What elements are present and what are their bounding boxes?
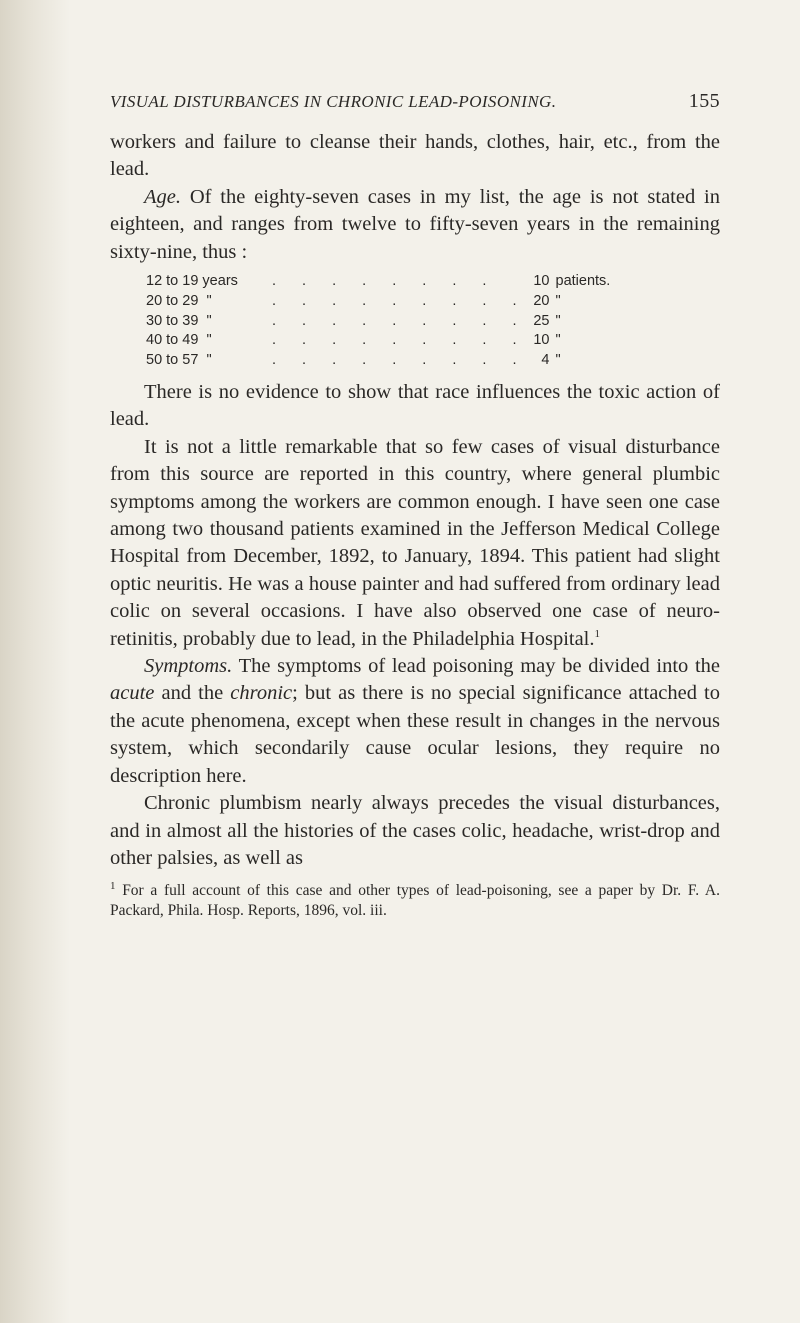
patient-count: 4 bbox=[541, 352, 550, 369]
paragraph-text: workers and failure to cleanse their hands, clothes, hair, etc., from the lead. bbox=[110, 131, 720, 181]
leader-dots: . . . . . . . . . bbox=[272, 352, 528, 369]
section-label-symptoms: Symptoms. bbox=[144, 655, 233, 678]
footnote-text: For a full account of this case and other types of lead-poisoning, see a paper by Dr. F. A. Packard, Phila. Hosp. Reports, 1896, vol. iii. bbox=[110, 882, 720, 920]
table-row bbox=[146, 331, 610, 351]
paragraph-continuation bbox=[110, 129, 720, 184]
section-label-age: Age. bbox=[144, 185, 181, 208]
paragraph-text: Of the eighty-seven cases in my list, the age is not stated in eighteen, and ranges from twelve to fifty-seven years in the remaining sixty-nine, thus : bbox=[110, 185, 720, 263]
running-head-title: VISUAL DISTURBANCES IN CHRONIC LEAD-POISONING. bbox=[110, 92, 557, 111]
patient-count: 20 bbox=[533, 292, 550, 309]
page-number: 155 bbox=[688, 90, 720, 112]
footnote bbox=[110, 881, 720, 921]
patient-count: 25 bbox=[533, 312, 550, 329]
paragraph-text: The symptoms of lead poisoning may be divided into the bbox=[232, 655, 720, 678]
leader-dots: . . . . . . . . bbox=[272, 273, 498, 290]
age-range: 50 to 57 " bbox=[146, 352, 212, 369]
paragraph-chronic-plumbism bbox=[110, 790, 720, 872]
footnote-mark: 1 bbox=[110, 880, 116, 893]
count-unit: patients. bbox=[555, 273, 611, 290]
paragraph-symptoms bbox=[110, 653, 720, 790]
page-gutter-shadow bbox=[0, 0, 70, 1323]
table-row bbox=[146, 351, 610, 371]
paragraph-age bbox=[110, 184, 720, 266]
count-unit: " bbox=[555, 312, 561, 329]
leader-dots: . . . . . . . . . bbox=[272, 312, 528, 329]
count-unit: " bbox=[555, 332, 561, 349]
term-chronic: chronic bbox=[230, 682, 293, 705]
age-range: 20 to 29 " bbox=[146, 292, 212, 309]
age-range: 30 to 39 " bbox=[146, 312, 212, 329]
table-row bbox=[146, 312, 610, 332]
paragraph-cases bbox=[110, 434, 720, 653]
patient-count: 10 bbox=[533, 273, 550, 290]
paragraph-text: and the bbox=[154, 682, 231, 705]
age-table-body bbox=[146, 272, 610, 371]
paragraph-text: There is no evidence to show that race influences the toxic action of lead. bbox=[110, 381, 720, 431]
paragraph-text: Chronic plumbism nearly always precedes the visual disturbances, and in almost all the histories of the cases colic, headache, wrist-drop and other palsies, as well as bbox=[110, 792, 720, 869]
leader-dots: . . . . . . . . . bbox=[272, 332, 528, 349]
footnote-reference: 1 bbox=[594, 627, 601, 640]
age-range: 12 to 19 years bbox=[146, 273, 238, 290]
table-row bbox=[146, 272, 610, 292]
leader-dots: . . . . . . . . . bbox=[272, 292, 528, 309]
running-head bbox=[110, 90, 720, 116]
age-range: 40 to 49 " bbox=[146, 332, 212, 349]
term-acute: acute bbox=[110, 682, 155, 705]
paragraph-text: It is not a little remarkable that so few cases of visual disturbance from this source are reported in this country, where general plumbic symptoms among the workers are common enough. I have seen one case among two thousand patients examined in the Jefferson Medical College Hospital from December, 1892, to January, 1894. This patient had slight optic neuritis. He was a house painter and had suffered from ordinary lead colic on several occasions. I have also observed one case of neuro-retinitis, probably due to lead, in the Philadelphia Hospital. bbox=[110, 435, 720, 650]
count-unit: " bbox=[555, 292, 561, 309]
age-distribution-table bbox=[146, 272, 610, 371]
count-unit: " bbox=[555, 352, 561, 369]
book-page bbox=[110, 90, 720, 921]
paragraph-race bbox=[110, 379, 720, 434]
table-row bbox=[146, 292, 610, 312]
paragraph-text: ; but as there is no special significance attached to the acute phenomena, except when these result in changes in the nervous system, which secondarily cause ocular lesions, they require no description here. bbox=[110, 682, 720, 787]
patient-count: 10 bbox=[533, 332, 550, 349]
